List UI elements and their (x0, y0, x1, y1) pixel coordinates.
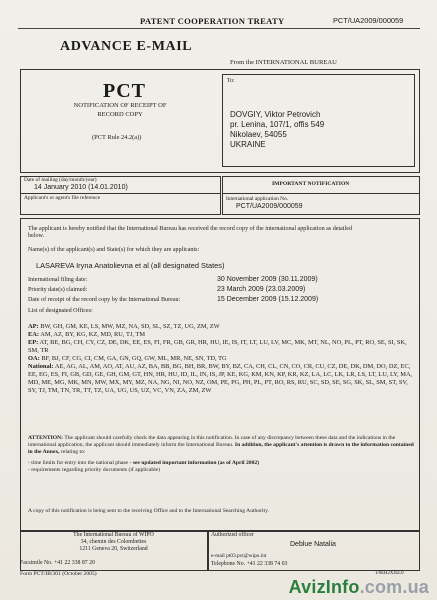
addressee-country: UKRAINE (230, 140, 266, 149)
addressee-street: pr. Lenina, 107/1, offis 549 (230, 120, 325, 129)
addressee-name: DOVGIY, Viktor Petrovich (230, 110, 321, 119)
treaty-heading: PATENT COOPERATION TREATY (140, 16, 285, 26)
watermark-brand: AvizInfo (288, 577, 360, 597)
addressee-city: Nikolaev, 54055 (230, 130, 287, 139)
watermark-domain: .com.ua (359, 577, 429, 597)
copy-note: A copy of this notification is being sent to the receiving Office and to the International Searching Authority. (28, 508, 269, 514)
pct-title: PCT (103, 80, 146, 102)
important-notification: IMPORTANT NOTIFICATION (272, 181, 350, 187)
officer-name: Deblue Natalia (290, 541, 336, 548)
designated-offices-list (28, 323, 416, 395)
priority-date-value: 23 March 2009 (23.03.2009) (217, 286, 306, 293)
notification-line-2: RECORD COPY (97, 111, 143, 118)
facsimile: Facsimile No. +41 22 338 87 20 (20, 560, 95, 566)
office-row-national: National: AE, AG, AL, AM, AO, AT, AU, AZ, BA, BB, BG, BH, BR, BW, BY, BZ, CA, CH, CL, CN, CO, CR, CU, CZ, DE, DK, DM, DO, DZ, EC, EE, EG, ES, FI, GB, GD, GE, GH, GM, GT, HN, HR, HU, ID, IL, IN, IS, JP, KE, KG, KM, KN, KP, KR, KZ, LA, LC, LK, LR, LS, LT, LU, LY, MA, MD, ME, MG, MK, MN, MW, MX, MY, MZ, NA, NG, NI, NO, NZ, OM, PE, PG, PH, PL, PT, RO, RS, RU, SC, SD, SE, SG, SK, SL, SM, ST, SV, SY, TJ, TM, TN, TR, TT, TZ, UA, UG, US, UZ, VC, VN, ZA, ZM, ZW (28, 363, 413, 395)
office-row-ap: AP: BW, GH, GM, KE, LS, MW, MZ, NA, SD, SL, SZ, TZ, UG, ZM, ZW (28, 323, 220, 330)
attention-text-1: The applicant should carefully check the data appearing in this notification. In case of any discrepancy between these data and the indications in the international application, the applicant should immediately inform the International Bureau. (28, 435, 396, 449)
bullet-time-limits: - time limits for entry into the national phase - see updated important information (as of April 2002) (28, 460, 260, 467)
priority-date-label: Priority date(s) claimed: (28, 287, 88, 293)
pct-rule: (PCT Rule 24.2(a)) (92, 134, 142, 141)
filing-date-value: 30 November 2009 (30.11.2009) (217, 276, 318, 283)
attention-lead: ATTENTION: (28, 435, 64, 441)
office-row-ea: EA: AM, AZ, BY, KG, KZ, MD, RU, TJ, TM (28, 331, 146, 339)
notice-line-2: below. (28, 233, 45, 239)
attention-text-2: In addition, the applicant's attention is drawn to the information contained in the Annex, (28, 442, 414, 456)
header-rule (18, 28, 420, 29)
receipt-date-label: Date of receipt of the record copy by the International Bureau: (28, 297, 181, 303)
applicants-label: Name(s) of the applicant(s) and State(s) for which they are applicants: (28, 247, 200, 253)
attention-text-3: relating to: (60, 449, 86, 456)
site-watermark (289, 577, 429, 598)
mailing-date-value: 14 January 2010 (14.01.2010) (34, 184, 128, 191)
from-international-bureau: From the INTERNATIONAL BUREAU (230, 59, 337, 66)
officer-label: Authorized officer (211, 532, 254, 538)
to-label: To: (227, 78, 235, 84)
attention-block (28, 435, 416, 474)
receipt-date-value: 15 December 2009 (15.12.2009) (217, 296, 319, 303)
filing-date-label: International filing date: (28, 277, 88, 283)
designated-offices-label: List of designated Offices: (28, 308, 93, 314)
form-number: Form PCT/IB/301 (October 2005) (20, 571, 97, 577)
office-row-ep: EP: AT, BE, BG, CH, CY, CZ, DE, DK, EE, ES, FI, FR, GB, GR, HR, HU, IE, IS, IT, LT, LU, LV, MC, MK, MT, NL, NO, PL, PT, RO, SE, SI, SK, SM, TR (28, 339, 407, 355)
file-ref-label: Applicant's or agent's file reference (24, 195, 101, 201)
ib-address: The International Bureau of WIPO 34, chemin des Colombettes 1211 Geneva 20, Switzerland (73, 532, 154, 552)
intl-app-label: International application No. (226, 196, 289, 202)
applicant-name: LASAREVA Iryna Anatolievna et al (all designated States) (36, 261, 225, 270)
advance-email-title: ADVANCE E-MAIL (60, 39, 193, 54)
notification-line-1: NOTIFICATION OF RECEIPT OF (73, 102, 167, 109)
officer-email: e-mail pt03.pct@wipo.int (211, 553, 267, 559)
bullet-priority-docs: - requirements regarding priority documents (if applicable) (28, 467, 161, 474)
office-row-oa: OA: BF, BJ, CF, CG, CI, CM, GA, GN, GQ, GW, ML, MR, NE, SN, TD, TG (28, 355, 227, 363)
intl-app-value: PCT/UA2009/000059 (236, 203, 303, 210)
mailing-date-label: Date of mailing (day/month/year) (24, 177, 97, 183)
officer-telephone: Telephone No. +41 22 338 74 03 (211, 561, 288, 567)
form-code: 1/0EH2XJEL0 (375, 571, 404, 576)
header-app-number: PCT/UA2009/000059 (333, 16, 404, 25)
notice-line-1: The applicant is hereby notified that the International Bureau has received the record copy of the international application as detailed (28, 226, 353, 232)
